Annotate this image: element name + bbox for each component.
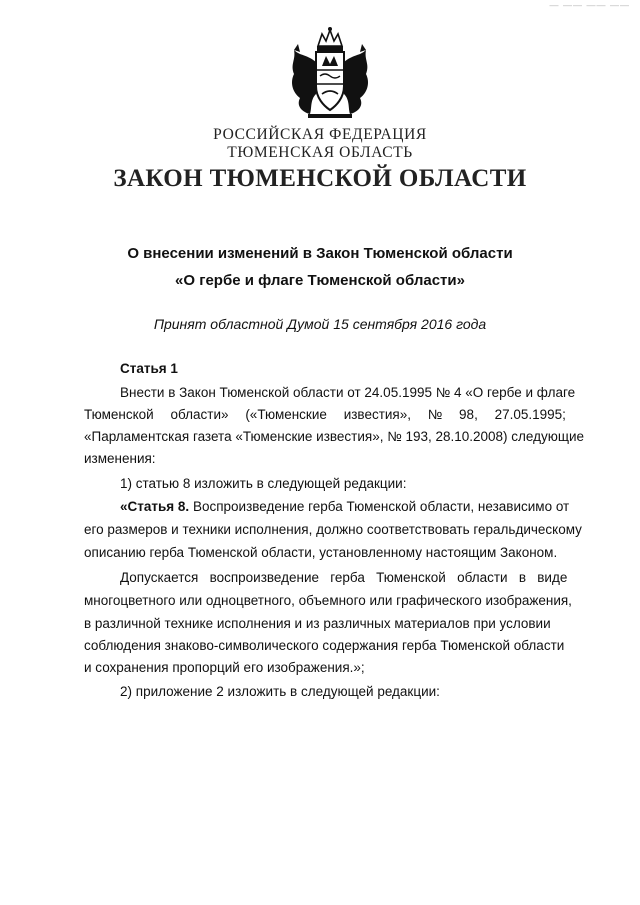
word: известия», (343, 407, 411, 422)
list-item-1: 1) статью 8 изложить в следующей редакции: (120, 476, 407, 491)
paragraph-2-line-4: соблюдения знаково-символического содержания герба Тюменской области (84, 638, 565, 653)
adoption-note: Принят областной Думой 15 сентября 2016 года (153, 316, 487, 332)
article-heading: Статья 1 (120, 361, 178, 376)
word: («Тюменские (245, 407, 327, 422)
list-item-2: 2) приложение 2 изложить в следующей редакции: (120, 684, 440, 699)
body-line-3: «Парламентская газета «Тюменские известия», № 193, 28.10.2008) следующие (84, 429, 585, 444)
word: № (427, 407, 443, 422)
word: области» (170, 407, 229, 422)
article-8-text: Воспроизведение герба Тюменской области, независимо от (189, 499, 570, 514)
paragraph-2-line-2: многоцветного или одноцветного, объемного или графического изображения, (84, 593, 572, 608)
body-line-1: Внести в Закон Тюменской области от 24.05.1995 № 4 «О гербе и флаге (120, 385, 576, 400)
paragraph-2-line-3: в различной технике исполнения и из различных материалов при условии (84, 616, 551, 631)
left-fox-supporter-icon (292, 50, 316, 114)
word: 98, (459, 407, 478, 422)
body-line-2 (84, 406, 566, 424)
paragraph-2-line-1: Допускается воспроизведение герба Тюменской области в виде (120, 570, 568, 585)
header-law-title: ЗАКОН ТЮМЕНСКОЙ ОБЛАСТИ (113, 165, 527, 192)
paragraph-2-line-5: и сохранения пропорций его изображения.»; (84, 660, 365, 675)
shield-icon (316, 52, 344, 110)
article-8-line-3: описанию герба Тюменской области, установленному настоящим Законом. (84, 545, 558, 560)
word: Тюменской (84, 407, 154, 422)
document-title-line-2: «О гербе и флаге Тюменской области» (175, 272, 465, 289)
article-8-label: «Статья 8. (120, 499, 190, 514)
document-title-line-1: О внесении изменений в Закон Тюменской области (127, 245, 513, 262)
coat-of-arms-emblem (280, 24, 380, 124)
right-fox-supporter-icon (344, 50, 368, 114)
word: 27.05.1995; (494, 407, 566, 422)
article-8-line-1 (120, 498, 569, 516)
header-federation: РОССИЙСКАЯ ФЕДЕРАЦИЯ (213, 126, 427, 143)
article-8-line-2: его размеров и техники исполнения, должно соответствовать геральдическому (84, 522, 582, 537)
page-corner-mark: — —— —— —— (549, 0, 630, 10)
header-region: ТЮМЕНСКАЯ ОБЛАСТЬ (227, 144, 413, 161)
body-line-4: изменения: (84, 451, 156, 466)
crown-icon (318, 30, 342, 46)
